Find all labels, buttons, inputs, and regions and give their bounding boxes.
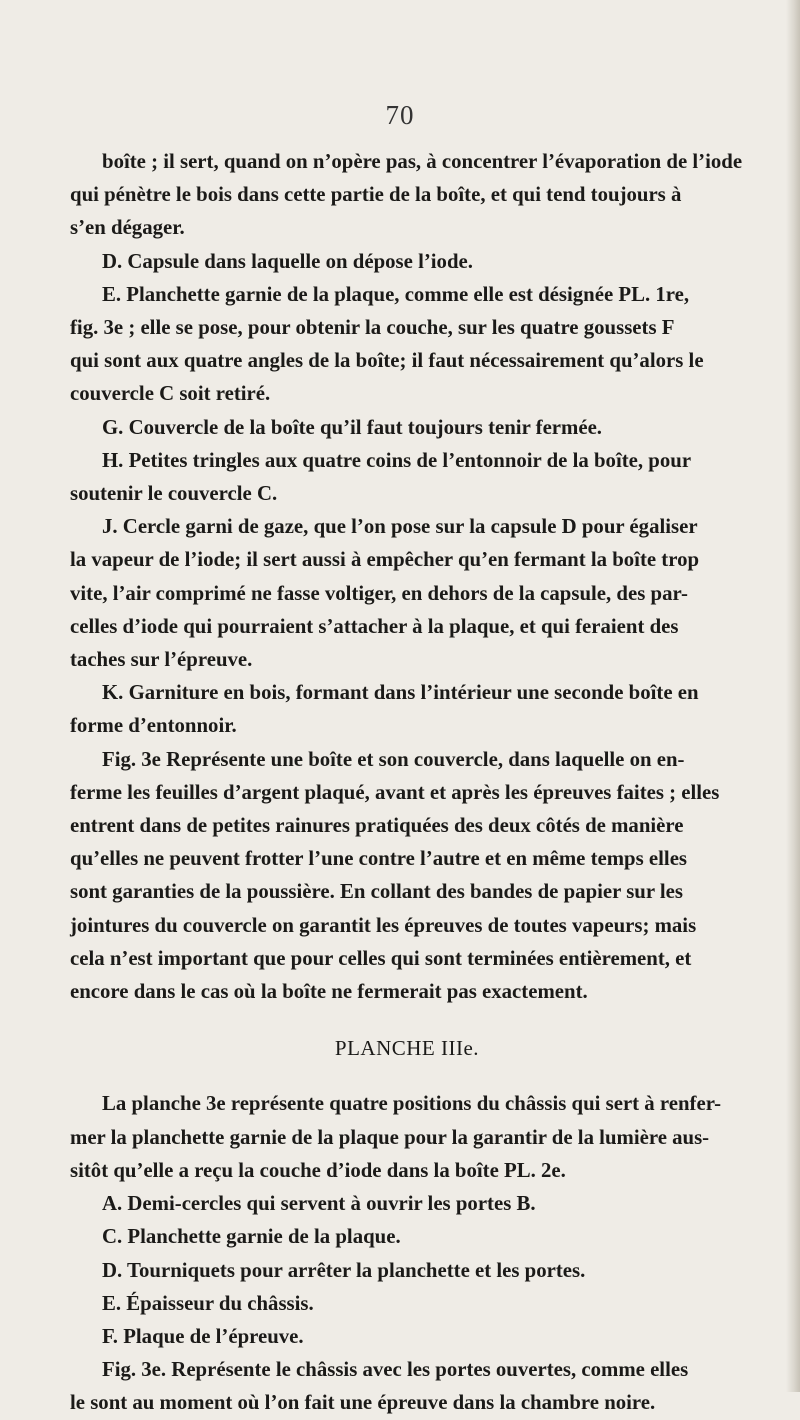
page-number: 70: [385, 100, 415, 130]
paragraph-p15: [70, 1353, 744, 1419]
text-line: E. Planchette garnie de la plaque, comme elle est désignée PL. 1re,: [102, 282, 690, 306]
paragraph-p10: [70, 1187, 744, 1220]
paragraph-p11: [70, 1220, 744, 1253]
paragraph-p4: [70, 411, 744, 444]
paragraph-p12: [70, 1254, 744, 1287]
text-line: D. Capsule dans laquelle on dépose l’iode.: [102, 249, 473, 273]
text-line: Fig. 3e. Représente le châssis avec les portes ouvertes, comme elles: [102, 1358, 689, 1382]
text-line: A. Demi-cercles qui servent à ouvrir les portes B.: [102, 1192, 536, 1216]
text-line: D. Tourniquets pour arrêter la planchette et les portes.: [102, 1258, 586, 1282]
text-line: C. Planchette garnie de la plaque.: [102, 1225, 401, 1249]
paragraph-p5: [70, 444, 744, 510]
paragraph-p3: [70, 278, 744, 411]
text-line: vite, l’air comprimé ne fasse voltiger, en dehors de la capsule, des par-: [70, 581, 688, 605]
text-line: s’en dégager.: [70, 216, 185, 240]
text-line: J. Cercle garni de gaze, que l’on pose sur la capsule D pour égaliser: [102, 515, 698, 539]
page-edge-shadow: [786, 0, 800, 1392]
text-line: le sont au moment où l’on fait une épreuve dans la chambre noire.: [70, 1391, 656, 1415]
text-line: qui sont aux quatre angles de la boîte; il faut nécessairement qu’alors le: [70, 349, 704, 373]
text-line: couvercle C soit retiré.: [70, 382, 271, 406]
text-line: la vapeur de l’iode; il sert aussi à empêcher qu’en fermant la boîte trop: [70, 548, 700, 572]
body-text: [70, 145, 744, 1420]
text-line: ferme les feuilles d’argent plaqué, avant et après les épreuves faites ; elles: [70, 780, 720, 804]
text-line: H. Petites tringles aux quatre coins de l’entonnoir de la boîte, pour: [102, 448, 692, 472]
paragraph-p2: [70, 245, 744, 278]
text-line: E. Épaisseur du châssis.: [102, 1291, 314, 1315]
text-line: encore dans le cas où la boîte ne fermerait pas exactement.: [70, 980, 588, 1004]
text-line: forme d’entonnoir.: [70, 714, 237, 738]
text-line: F. Plaque de l’épreuve.: [102, 1324, 304, 1348]
paragraph-p9: [70, 1087, 744, 1187]
text-line: La planche 3e représente quatre positions du châssis qui sert à renfer-: [102, 1092, 722, 1116]
text-line: sitôt qu’elle a reçu la couche d’iode dans la boîte PL. 2e.: [70, 1158, 566, 1182]
paragraph-p6: [70, 510, 744, 676]
text-line: fig. 3e ; elle se pose, pour obtenir la couche, sur les quatre goussets F: [70, 316, 675, 340]
text-line: entrent dans de petites rainures pratiquées des deux côtés de manière: [70, 814, 684, 838]
text-line: jointures du couvercle on garantit les épreuves de toutes vapeurs; mais: [70, 913, 697, 937]
text-line: celles d’iode qui pourraient s’attacher à la plaque, et qui feraient des: [70, 614, 679, 638]
text-line: mer la planchette garnie de la plaque pour la garantir de la lumière aus-: [70, 1125, 710, 1149]
text-line: G. Couvercle de la boîte qu’il faut toujours tenir fermée.: [102, 415, 603, 439]
paragraph-p13: [70, 1287, 744, 1320]
text-line: qui pénètre le bois dans cette partie de la boîte, et qui tend toujours à: [70, 183, 682, 207]
text-line: sont garanties de la poussière. En collant des bandes de papier sur les: [70, 880, 684, 904]
text-line: cela n’est important que pour celles qui sont terminées entièrement, et: [70, 946, 692, 970]
text-line: Fig. 3e Représente une boîte et son couvercle, dans laquelle on en-: [102, 747, 685, 771]
text-line: taches sur l’épreuve.: [70, 648, 253, 672]
text-line: boîte ; il sert, quand on n’opère pas, à concentrer l’évaporation de l’iode: [102, 150, 743, 173]
section-heading: PLANCHE IIIe.: [334, 1036, 480, 1061]
paragraph-p7: [70, 676, 744, 742]
paragraph-p1: [70, 145, 744, 245]
text-line: soutenir le couvercle C.: [70, 482, 278, 506]
text-line: qu’elles ne peuvent frotter l’une contre l’autre et en même temps elles: [70, 847, 688, 871]
text-line: K. Garniture en bois, formant dans l’intérieur une seconde boîte en: [102, 681, 699, 705]
paragraph-p8: [70, 743, 744, 1009]
paragraph-p14: [70, 1320, 744, 1353]
